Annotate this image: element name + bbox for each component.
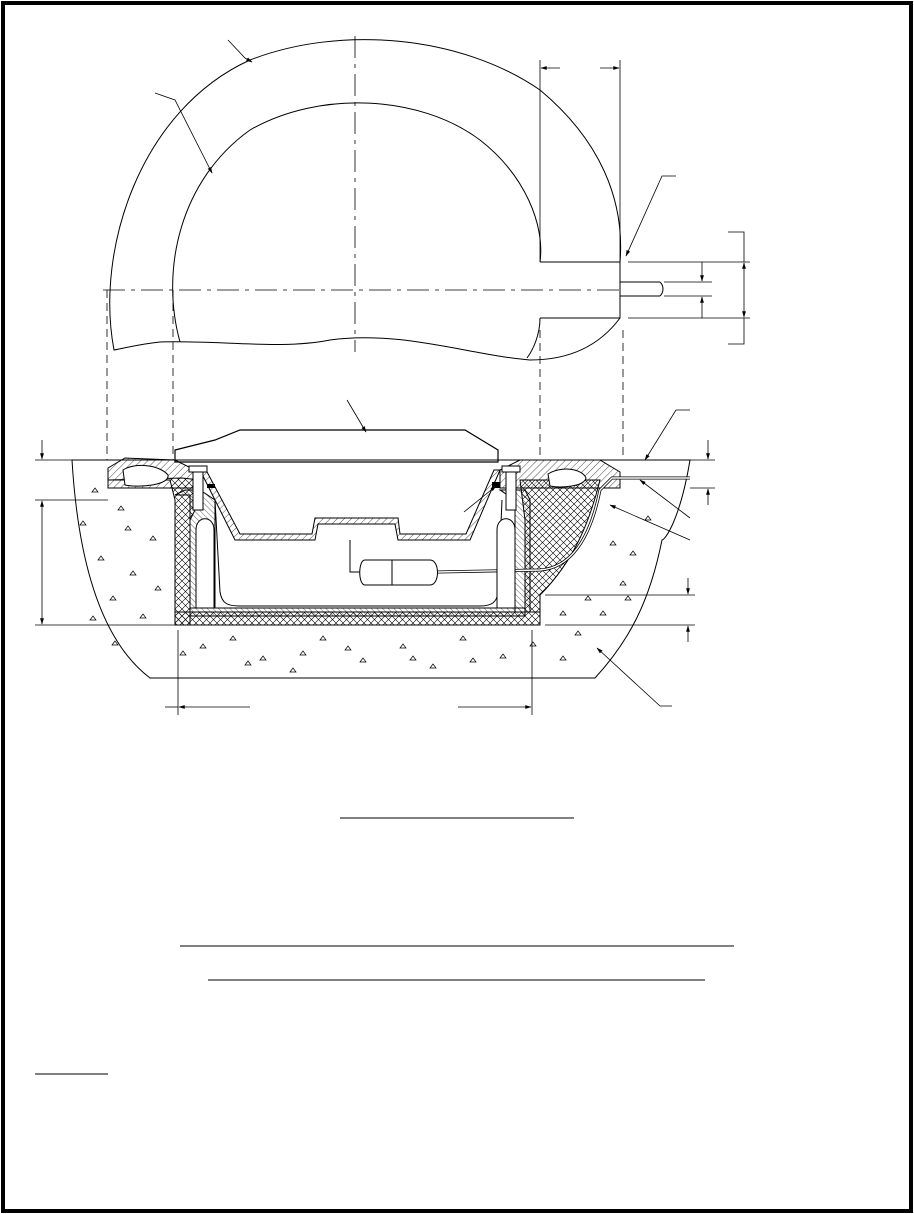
section-view: [35, 400, 715, 715]
anchor-left: [196, 519, 214, 608]
anchor-right: [497, 519, 515, 608]
bolt-right-head: [502, 466, 520, 472]
dim-right-tick-top: [728, 232, 744, 262]
gasket-left: [207, 484, 215, 488]
base-can-floor: [190, 608, 525, 616]
bolt-left-head: [189, 466, 207, 472]
plan-view: [103, 36, 750, 460]
fixture-flange-right-pad: [548, 469, 586, 487]
leader-flange-right: [645, 410, 690, 460]
leader-sawcut: [626, 176, 676, 256]
plan-outer-boundary: [110, 40, 621, 360]
bolt-right: [506, 470, 516, 510]
dim-right-tick-bottom: [728, 318, 744, 344]
title-block: [35, 818, 734, 1074]
leader-outer-boundary: [228, 40, 252, 62]
bolt-left: [193, 470, 203, 510]
light-fixture-cover: [175, 430, 498, 462]
gasket-right: [492, 482, 500, 488]
transformer: [360, 560, 438, 585]
plan-wire-exit: [620, 282, 663, 296]
plan-fixture-circle: [173, 103, 541, 358]
leader-fixture: [347, 400, 366, 432]
